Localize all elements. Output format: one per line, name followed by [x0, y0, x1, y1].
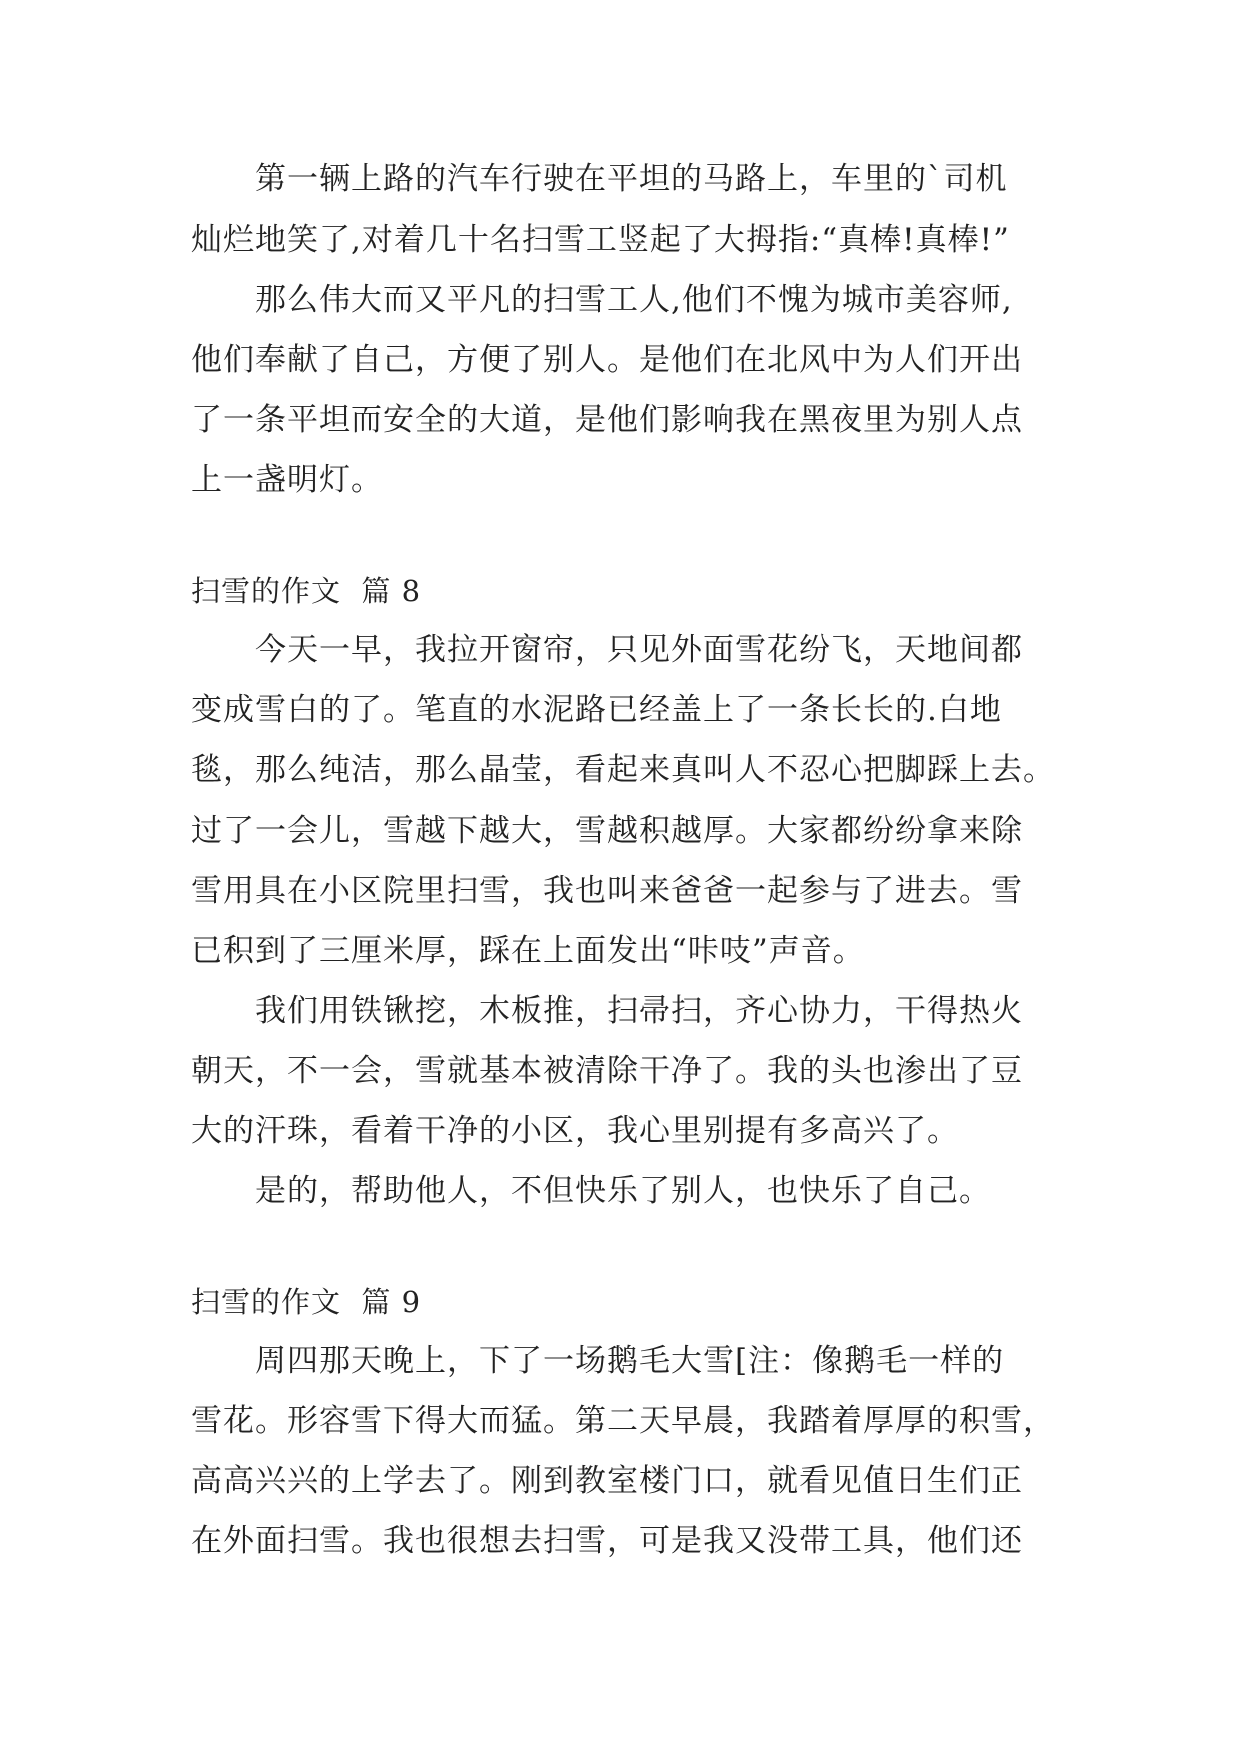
text-line: 大的汗珠，看着干净的小区，我心里别提有多高兴了。	[191, 1113, 959, 1149]
paragraph-thursday-snow-3	[191, 1461, 1051, 1501]
text-line: 灿烂地笑了,对着几十名扫雪工竖起了大拇指:“真棒!真棒!”	[191, 222, 1010, 258]
text-line: 那么伟大而又平凡的扫雪工人,他们不愧为城市美容师,	[191, 282, 1013, 318]
paragraph-morning-snow-3	[191, 750, 1055, 790]
paragraph-morning-snow	[191, 630, 1051, 670]
text-line: 已积到了三厘米厚，踩在上面发出“咔吱”声音。	[191, 933, 865, 969]
paragraph-shoveling-2	[191, 1051, 1051, 1091]
section-heading-8	[191, 571, 1051, 611]
paragraph-driver-smiles-cont	[191, 220, 1051, 260]
section-heading-9	[191, 1282, 1051, 1322]
section-title: 扫雪的作文 篇 8	[191, 574, 422, 608]
paragraph-great-workers-3	[191, 400, 1051, 440]
text-line: 他们奉献了自己，方便了别人。是他们在北风中为人们开出	[191, 342, 1023, 378]
text-line: 过了一会儿，雪越下越大，雪越积越厚。大家都纷纷拿来除	[191, 813, 1023, 849]
text-line: 雪用具在小区院里扫雪，我也叫来爸爸一起参与了进去。雪	[191, 873, 1023, 909]
text-line: 是的，帮助他人，不但快乐了别人，也快乐了自己。	[191, 1173, 991, 1209]
paragraph-thursday-snow	[191, 1341, 1051, 1381]
paragraph-morning-snow-4	[191, 811, 1051, 851]
text-line: 上一盏明灯。	[191, 462, 383, 498]
paragraph-thursday-snow-4	[191, 1521, 1051, 1561]
text-line: 了一条平坦而安全的大道，是他们影响我在黑夜里为别人点	[191, 402, 1023, 438]
paragraph-great-workers-2	[191, 340, 1051, 380]
text-line: 高高兴兴的上学去了。刚到教室楼门口，就看见值日生们正	[191, 1463, 1023, 1499]
text-line: 毯，那么纯洁，那么晶莹，看起来真叫人不忍心把脚踩上去。	[191, 752, 1055, 788]
paragraph-great-workers-4	[191, 460, 1051, 500]
section-title: 扫雪的作文 篇 9	[191, 1285, 422, 1319]
paragraph-great-workers	[191, 280, 1051, 320]
text-line: 我们用铁锹挖，木板推，扫帚扫，齐心协力，干得热火	[191, 993, 1023, 1029]
text-line: 今天一早，我拉开窗帘，只见外面雪花纷飞，天地间都	[191, 632, 1023, 668]
paragraph-shoveling	[191, 991, 1051, 1031]
paragraph-morning-snow-6	[191, 931, 1051, 971]
text-line: 变成雪白的了。笔直的水泥路已经盖上了一条长长的.白地	[191, 692, 1002, 728]
text-line: 第一辆上路的汽车行驶在平坦的马路上，车里的`司机	[191, 161, 1008, 197]
paragraph-driver-smiles	[191, 159, 1051, 199]
paragraph-conclusion	[191, 1171, 1051, 1211]
text-line: 周四那天晚上，下了一场鹅毛大雪[注：像鹅毛一样的	[191, 1343, 1005, 1379]
paragraph-morning-snow-5	[191, 871, 1051, 911]
paragraph-shoveling-3	[191, 1111, 1051, 1151]
paragraph-morning-snow-2	[191, 690, 1051, 730]
text-line: 雪花。形容雪下得大而猛。第二天早晨，我踏着厚厚的积雪，	[191, 1403, 1055, 1439]
text-line: 在外面扫雪。我也很想去扫雪，可是我又没带工具，他们还	[191, 1523, 1023, 1559]
text-line: 朝天，不一会，雪就基本被清除干净了。我的头也渗出了豆	[191, 1053, 1023, 1089]
paragraph-thursday-snow-2	[191, 1401, 1055, 1441]
